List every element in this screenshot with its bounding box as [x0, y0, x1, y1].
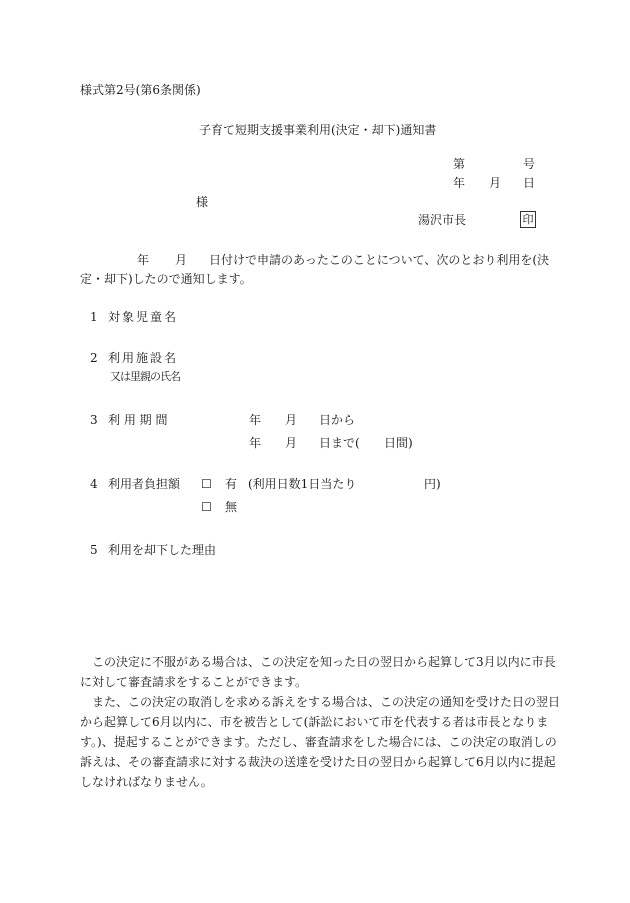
intro-year: 年: [137, 253, 150, 267]
item4-number: 4: [90, 477, 98, 491]
period-to-year: 年: [249, 436, 262, 450]
period-from-tail: 日から: [319, 413, 356, 427]
date-month: 月: [489, 176, 502, 190]
notice-paragraph-2: また、この決定の取消しを求める訴えをする場合は、この決定の通知を受けた日の翌日から起算して6月以内に、市を被告として(訴訟において市を代表する者は市長となります。)、提起することができます。ただし、審査請求をした場合には、この決定の取消しの訴えは、その審査請求に対する裁決の送達を受けた日の翌日から起算して6月以内に提起しなければなりません。: [80, 695, 561, 789]
period-to-tail: 日まで(: [319, 436, 360, 450]
page-title: 子育て短期支援事業利用(決定・却下)通知書: [199, 123, 437, 137]
period-to-month: 月: [285, 436, 298, 450]
option-yes-label: 有: [225, 477, 238, 491]
checkbox-yes[interactable]: ☐: [201, 477, 212, 491]
doc-number-suffix: 号: [523, 157, 536, 171]
item5-label: 利用を却下した理由: [108, 543, 217, 557]
intro-line2: 定・却下)したので通知します。: [80, 272, 252, 286]
seal-mark: [520, 211, 536, 228]
date-year: 年: [453, 176, 466, 190]
option-yes-detail: (利用日数1日当たり: [248, 477, 357, 491]
item5-number: 5: [90, 543, 98, 557]
seal-box: 印: [520, 211, 536, 228]
item3-number: 3: [90, 413, 98, 427]
item2-label: 利用施設名: [108, 351, 179, 365]
issuer-name: 湯沢市長: [418, 213, 467, 227]
notice-paragraph-1: この決定に不服がある場合は、この決定を知った日の翌日から起算して3月以内に市長に対して審査請求をすることができます。: [80, 655, 556, 689]
doc-number-prefix: 第: [453, 157, 466, 171]
item2-sublabel: 又は里親の氏名: [110, 370, 180, 383]
item1-number: 1: [90, 310, 98, 324]
period-days: 日間): [384, 436, 413, 450]
item3-label: 利 用 期 間: [108, 413, 168, 427]
period-from-year: 年: [249, 413, 262, 427]
intro-month: 月: [175, 253, 188, 267]
option-no-label: 無: [225, 500, 238, 514]
date-day: 日: [523, 176, 536, 190]
form-number: 様式第2号(第6条関係): [80, 83, 201, 97]
item1-label: 対象児童名: [108, 310, 179, 324]
item2-number: 2: [90, 351, 98, 365]
yen-unit: 円): [424, 477, 441, 491]
addressee-suffix: 様: [196, 195, 209, 209]
checkbox-no[interactable]: ☐: [201, 500, 212, 514]
appeal-notice: [80, 652, 560, 792]
intro-line1: 日付けで申請のあったこのことについて、次のとおり利用を(決: [209, 253, 550, 267]
period-from-month: 月: [285, 413, 298, 427]
item4-label: 利用者負担額: [108, 477, 181, 491]
